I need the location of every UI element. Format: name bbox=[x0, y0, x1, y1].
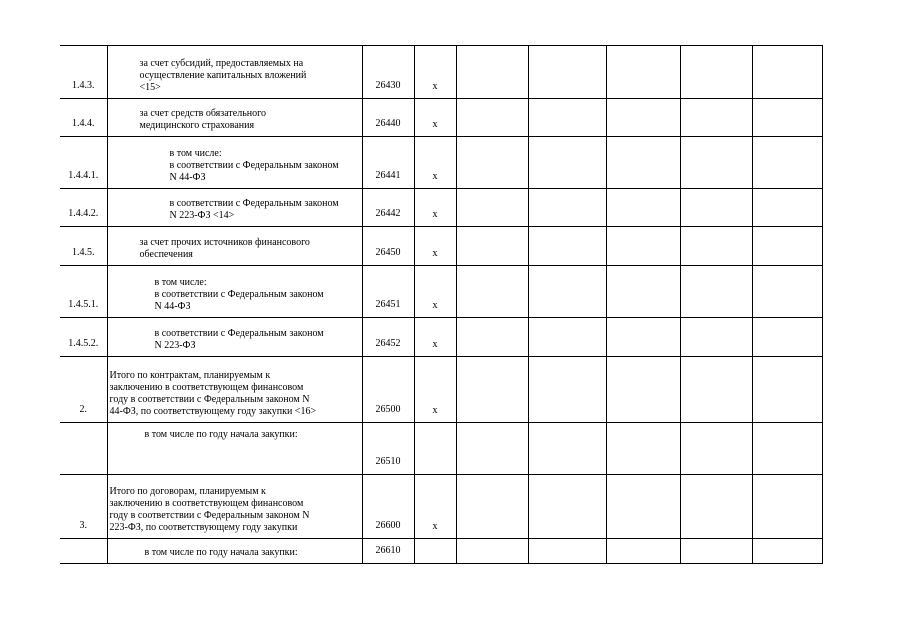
description-line: за счет прочих источников финансового bbox=[139, 237, 310, 248]
row-code: 26452 bbox=[362, 318, 414, 357]
empty-value-cell bbox=[456, 423, 528, 475]
row-number: 1.4.5. bbox=[60, 227, 107, 266]
row-marker: x bbox=[414, 318, 456, 357]
row-code: 26510 bbox=[362, 423, 414, 475]
row-number: 3. bbox=[60, 475, 107, 539]
row-code: 26442 bbox=[362, 189, 414, 227]
row-number: 1.4.4. bbox=[60, 99, 107, 137]
empty-value-cell bbox=[752, 137, 822, 189]
empty-value-cell bbox=[528, 99, 606, 137]
row-description bbox=[107, 539, 362, 564]
row-description bbox=[107, 227, 362, 266]
description-line: в том числе по году начала закупки: bbox=[144, 429, 298, 440]
description-line: в соответствии с Федеральным законом bbox=[169, 160, 339, 171]
row-marker bbox=[414, 423, 456, 475]
description-line: 223-ФЗ, по соответствующему году закупки bbox=[109, 522, 298, 533]
empty-value-cell bbox=[680, 357, 752, 423]
empty-value-cell bbox=[752, 266, 822, 318]
empty-value-cell bbox=[528, 357, 606, 423]
description-line: осуществление капитальных вложений bbox=[139, 70, 307, 81]
empty-value-cell bbox=[752, 227, 822, 266]
row-code: 26610 bbox=[362, 539, 414, 564]
description-line: N 223-ФЗ <14> bbox=[169, 210, 235, 221]
row-number: 1.4.3. bbox=[60, 46, 107, 99]
empty-value-cell bbox=[606, 189, 680, 227]
row-description bbox=[107, 137, 362, 189]
row-marker: x bbox=[414, 46, 456, 99]
row-marker: x bbox=[414, 189, 456, 227]
empty-value-cell bbox=[752, 189, 822, 227]
table-row bbox=[60, 357, 822, 423]
description-line: заключению в соответствующем финансовом bbox=[109, 382, 304, 393]
row-marker bbox=[414, 539, 456, 564]
table-row bbox=[60, 227, 822, 266]
table-row bbox=[60, 423, 822, 475]
description-line: в том числе: bbox=[169, 148, 222, 159]
empty-value-cell bbox=[606, 357, 680, 423]
row-marker: x bbox=[414, 137, 456, 189]
empty-value-cell bbox=[606, 99, 680, 137]
row-number: 1.4.4.2. bbox=[60, 189, 107, 227]
row-code: 26600 bbox=[362, 475, 414, 539]
empty-value-cell bbox=[528, 46, 606, 99]
empty-value-cell bbox=[456, 318, 528, 357]
row-description bbox=[107, 46, 362, 99]
row-description bbox=[107, 99, 362, 137]
row-marker: x bbox=[414, 266, 456, 318]
description-line: году в соответствии с Федеральным законом N bbox=[109, 394, 310, 405]
empty-value-cell bbox=[456, 227, 528, 266]
row-description bbox=[107, 423, 362, 475]
table-row bbox=[60, 539, 822, 564]
row-number bbox=[60, 423, 107, 475]
empty-value-cell bbox=[456, 539, 528, 564]
empty-value-cell bbox=[680, 99, 752, 137]
table-row bbox=[60, 99, 822, 137]
description-line: заключению в соответствующем финансовом bbox=[109, 498, 304, 509]
empty-value-cell bbox=[752, 423, 822, 475]
description-line: году в соответствии с Федеральным законом N bbox=[109, 510, 310, 521]
table-row bbox=[60, 46, 822, 99]
description-line: <15> bbox=[139, 82, 161, 93]
row-code: 26450 bbox=[362, 227, 414, 266]
empty-value-cell bbox=[680, 266, 752, 318]
empty-value-cell bbox=[752, 318, 822, 357]
description-line: за счет субсидий, предоставляемых на bbox=[139, 58, 304, 69]
row-number bbox=[60, 539, 107, 564]
empty-value-cell bbox=[528, 266, 606, 318]
row-number: 1.4.4.1. bbox=[60, 137, 107, 189]
empty-value-cell bbox=[528, 475, 606, 539]
empty-value-cell bbox=[606, 318, 680, 357]
table-row bbox=[60, 475, 822, 539]
table-row bbox=[60, 189, 822, 227]
row-description bbox=[107, 475, 362, 539]
row-code: 26430 bbox=[362, 46, 414, 99]
empty-value-cell bbox=[680, 137, 752, 189]
empty-value-cell bbox=[752, 357, 822, 423]
empty-value-cell bbox=[528, 137, 606, 189]
description-line: N 44-ФЗ bbox=[154, 301, 191, 312]
empty-value-cell bbox=[456, 357, 528, 423]
empty-value-cell bbox=[528, 423, 606, 475]
empty-value-cell bbox=[456, 46, 528, 99]
row-number: 2. bbox=[60, 357, 107, 423]
empty-value-cell bbox=[752, 99, 822, 137]
description-line: в соответствии с Федеральным законом bbox=[169, 198, 339, 209]
empty-value-cell bbox=[456, 189, 528, 227]
financial-table bbox=[60, 45, 823, 564]
empty-value-cell bbox=[680, 46, 752, 99]
empty-value-cell bbox=[752, 475, 822, 539]
row-description bbox=[107, 189, 362, 227]
description-line: N 223-ФЗ bbox=[154, 340, 196, 351]
empty-value-cell bbox=[528, 539, 606, 564]
empty-value-cell bbox=[528, 189, 606, 227]
row-marker: x bbox=[414, 475, 456, 539]
empty-value-cell bbox=[528, 318, 606, 357]
empty-value-cell bbox=[606, 46, 680, 99]
row-number: 1.4.5.1. bbox=[60, 266, 107, 318]
empty-value-cell bbox=[680, 227, 752, 266]
description-line: в том числе: bbox=[154, 277, 207, 288]
empty-value-cell bbox=[680, 318, 752, 357]
empty-value-cell bbox=[680, 539, 752, 564]
empty-value-cell bbox=[752, 539, 822, 564]
empty-value-cell bbox=[606, 137, 680, 189]
empty-value-cell bbox=[456, 137, 528, 189]
empty-value-cell bbox=[680, 423, 752, 475]
empty-value-cell bbox=[456, 99, 528, 137]
table-row bbox=[60, 318, 822, 357]
row-description bbox=[107, 266, 362, 318]
row-code: 26441 bbox=[362, 137, 414, 189]
row-code: 26440 bbox=[362, 99, 414, 137]
description-line: в том числе по году начала закупки: bbox=[144, 547, 298, 558]
row-marker: x bbox=[414, 357, 456, 423]
row-marker: x bbox=[414, 227, 456, 266]
description-line: Итого по договорам, планируемым к bbox=[109, 486, 266, 497]
description-line: обеспечения bbox=[139, 249, 193, 260]
empty-value-cell bbox=[606, 423, 680, 475]
description-line: за счет средств обязательного bbox=[139, 108, 266, 119]
empty-value-cell bbox=[606, 227, 680, 266]
table-row bbox=[60, 137, 822, 189]
empty-value-cell bbox=[606, 539, 680, 564]
empty-value-cell bbox=[528, 227, 606, 266]
description-line: в соответствии с Федеральным законом bbox=[154, 328, 324, 339]
empty-value-cell bbox=[606, 475, 680, 539]
empty-value-cell bbox=[680, 189, 752, 227]
row-description bbox=[107, 318, 362, 357]
description-line: медицинского страхования bbox=[139, 120, 255, 131]
empty-value-cell bbox=[752, 46, 822, 99]
description-line: N 44-ФЗ bbox=[169, 172, 206, 183]
row-description bbox=[107, 357, 362, 423]
row-marker: x bbox=[414, 99, 456, 137]
description-line: 44-ФЗ, по соответствующему году закупки <16> bbox=[109, 406, 317, 417]
table-body bbox=[60, 46, 822, 564]
empty-value-cell bbox=[606, 266, 680, 318]
row-number: 1.4.5.2. bbox=[60, 318, 107, 357]
description-line: в соответствии с Федеральным законом bbox=[154, 289, 324, 300]
empty-value-cell bbox=[456, 475, 528, 539]
empty-value-cell bbox=[456, 266, 528, 318]
row-code: 26451 bbox=[362, 266, 414, 318]
description-line: Итого по контрактам, планируемым к bbox=[109, 370, 271, 381]
table-row bbox=[60, 266, 822, 318]
empty-value-cell bbox=[680, 475, 752, 539]
row-code: 26500 bbox=[362, 357, 414, 423]
